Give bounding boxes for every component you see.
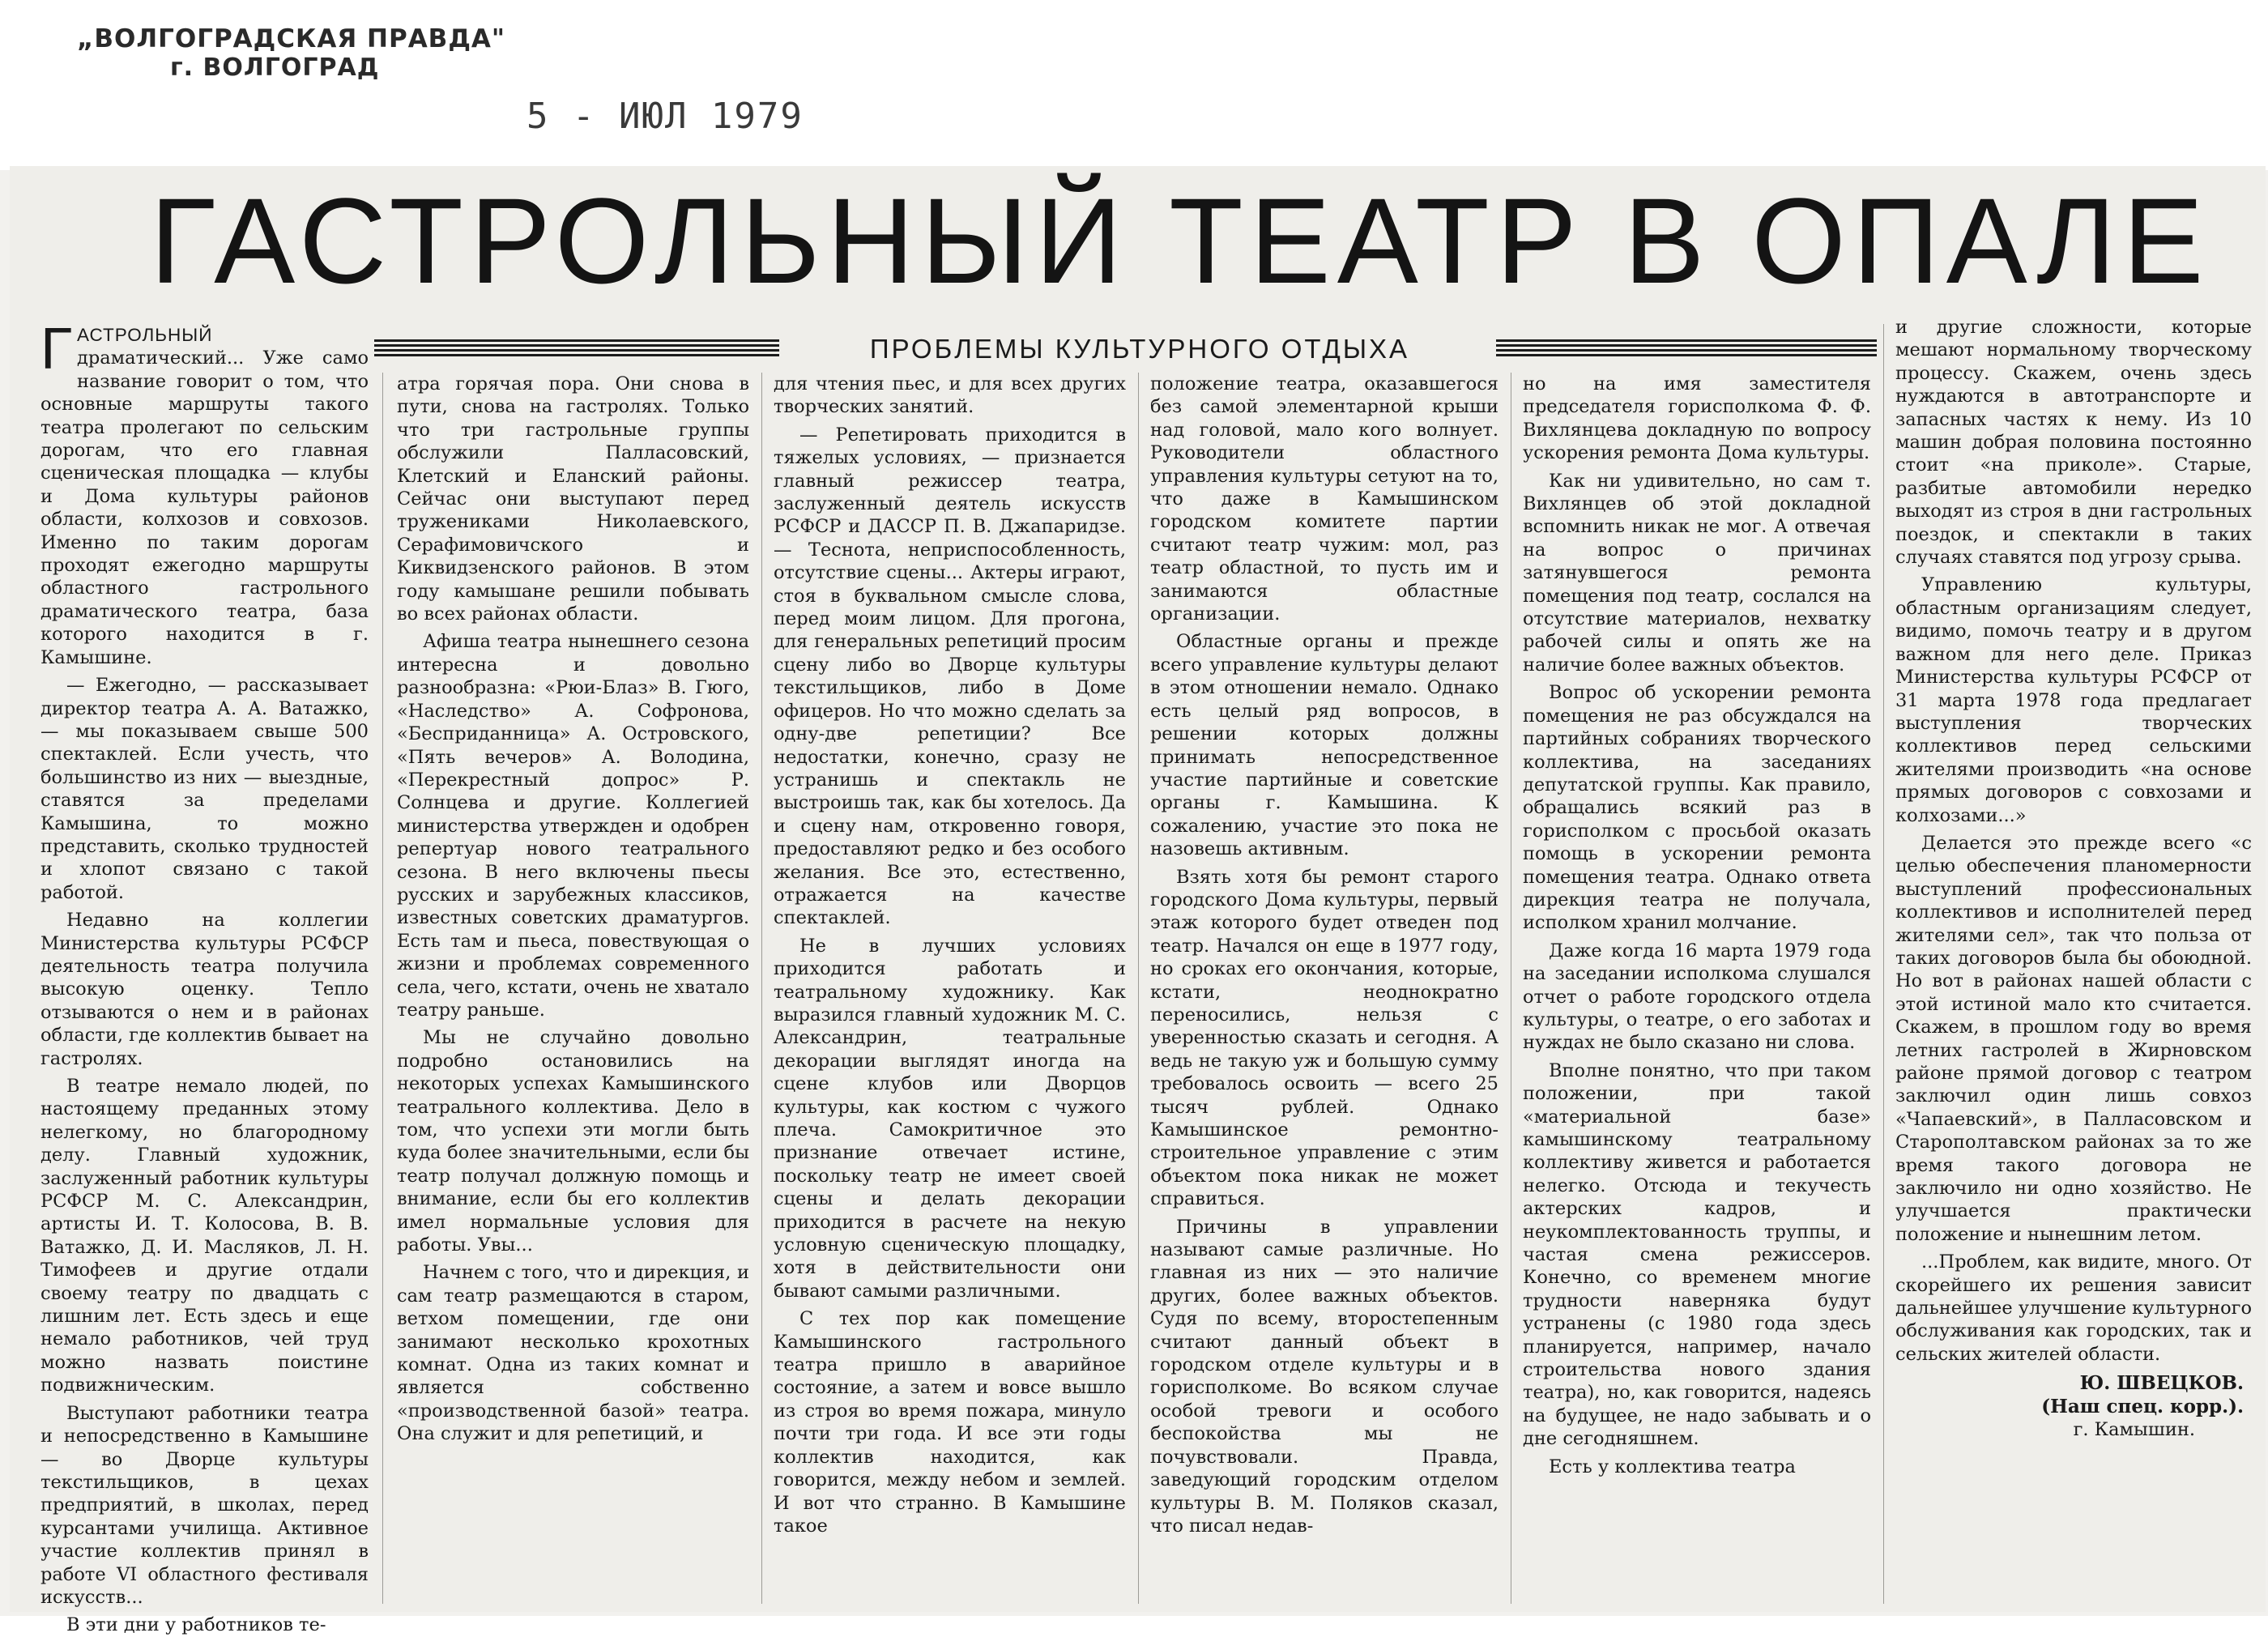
- paragraph: — Ежегодно, — рассказывает директор театра А. А. Ватажко, — мы показываем свыше 500 спектаклей. Если учесть, что большинство из них — выездные, ставятся за пределами Камышина, то можно представить, сколько трудностей и хлопот связано с такой работой.: [40, 675, 369, 903]
- paragraph: Областные органы и прежде всего управление культуры делают в этом отношении немало. Однако есть целый ряд вопросов, в решении которых должны принимать непосредственное участие партийные и советские органы г. Камышина. К сожалению, участие это пока не назовешь активным.: [1150, 631, 1498, 860]
- author-role: (Наш спец. корр.).: [2041, 1395, 2244, 1417]
- paragraph: ...Проблем, как видите, много. От скорейшего их решения зависит дальнейшее улучшение культурного обслуживания как городских, так и сельских жителей области.: [1895, 1251, 2252, 1365]
- paragraph: и другие сложности, которые мешают нормальному творческому процессу. Скажем, очень здесь нуждаются в автотранспорте и запасных частях к нему. Из 10 машин добрая половина постоянно стоит «на приколе». Старые, разбитые автомобили нередко выходят из строя в дни гастрольных поездок, и спектакли в таких случаях ставятся под угрозу срыва.: [1895, 317, 2252, 569]
- paragraph: Делается это прежде всего «с целью обеспечения планомерности выступлений профессиональных коллективов и исполнителей перед жителями сел», так что польза от таких договоров была бы обоюдной. Но вот в районах нашей области с этой истиной мало кто считается. Скажем, в прошлом году во время летних гастролей в Жирновском районе прямой договор с театром заключил один лишь совхоз «Чапаевский», в Палласовском и Старополтавском районах за то же время такого договора не заключило ни одно хозяйство. Не улучшается практически положение и нынешним летом.: [1895, 832, 2252, 1245]
- paragraph: Причины в управлении называют самые различные. Но главная из них — это наличие других, более важных объектов. Судя по всему, второстепенным считают данный объект в городском отделе культуры и в горисполкоме. Во всяком случае особой тревоги и особого беспокойства мы не почувствовали. Правда, заведующий городским отделом культуры В. М. Поляков сказал, что писал недав-: [1150, 1216, 1498, 1537]
- paragraph: Вопрос об ускорении ремонта помещения не раз обсуждался на партийных собраниях творческого коллектива, на заседаниях депутатской группы. Как правило, обращались всякий раз в горисполком с просьбой оказать помощь в ускорении ремонта помещения театра. Однако ответа дирекция театра не получала, исполком хранил молчание.: [1523, 682, 1871, 934]
- lead-paragraph: [40, 317, 369, 669]
- paragraph: Выступают работники театра и непосредственно в Камышине — во Дворце культуры текстильщиков, в цехах предприятий, в школах, перед курсантами училища. Активное участие коллектив принял в работе VI областного фестиваля искусств...: [40, 1402, 369, 1608]
- article-column-4: [1150, 373, 1498, 1608]
- dateline-place: г. Камышин.: [2073, 1419, 2195, 1441]
- rubric-rule-right: [1496, 339, 1877, 359]
- article-column-1: [40, 317, 369, 1636]
- stamp-city: г. ВОЛГОГРАД: [170, 53, 380, 82]
- date-stamp: 5 - ИЮЛ 1979: [526, 96, 804, 137]
- paragraph: Вполне понятно, что при таком положении, при такой «материальной базе» камышинскому театральному коллективу живется и работается нелегко. Отсюда и текучесть актерских кадров, и неукомплектованность труппы, и частая смена режиссеров. Конечно, со временем многие трудности наверняка будут устранены (с 1980 года здесь планируется, например, начало строительства нового здания театра), но, как говорится, надеясь на будущее, не надо забывать и о дне сегодняшнем.: [1523, 1059, 1871, 1450]
- paragraph: для чтения пьес, и для всех других творческих занятий.: [774, 373, 1126, 418]
- rubric-label: ПРОБЛЕМЫ КУЛЬТУРНОГО ОТДЫХА: [869, 334, 1410, 364]
- article-column-6: [1895, 316, 2252, 1608]
- paragraph: В театре немало людей, по настоящему преданных этому нелегкому, но благородному делу. Главный художник, заслуженный работник культуры РСФСР М. С. Александрин, артисты И. Т. Колосова, В. В. Ватажко, Д. И. Масляков, Л. Н. Тимофеев и другие отдали своему театру по двадцать с лишним лет. Есть здесь и еще немало работников, чей труд можно назвать поистине подвижническим.: [40, 1076, 369, 1396]
- paragraph: но на имя заместителя председателя горисполкома Ф. Ф. Вихлянцева докладную по вопросу ускорения ремонта Дома культуры.: [1523, 373, 1871, 464]
- paragraph: Есть у коллектива театра: [1549, 1456, 1796, 1477]
- column-divider: [382, 373, 383, 1604]
- paragraph: Афиша театра нынешнего сезона интересна и довольно разнообразна: «Рюи-Блаз» В. Гюго, «Наследство» А. Софронова, «Бесприданница» А. Островского, «Пять вечеров» А. Володина, «Перекрестный допрос» Р. Солнцева и другие. Коллегией министерства утвержден и одобрен репертуар нового театрального сезона. В него включены пьесы русских и зарубежных классиков, известных советских драматургов. Есть там и пьеса, повествующая о жизни и проблемах современного села, чего, кстати, очень не хватало театру раньше.: [397, 631, 749, 1021]
- column-divider: [1138, 373, 1139, 1604]
- paragraph: Начнем с того, что и дирекция, и сам театр размещаются в старом, ветхом помещении, где они занимают несколько крохотных комнат. Одна из таких комнат и является собственно «производственной базой» театра. Она служит и для репетиций, и: [397, 1262, 749, 1445]
- lead-word: АСТРОЛЬНЫЙ: [77, 325, 213, 345]
- article-column-2: [397, 373, 749, 1608]
- stamp-paper-name: „ВОЛГОГРАДСКАЯ ПРАВДА": [77, 24, 506, 53]
- rubric-rule-left: [374, 339, 779, 359]
- article-headline: ГАСТРОЛЬНЫЙ ТЕАТР В ОПАЛЕ: [150, 173, 2210, 309]
- article-column-3: [774, 373, 1126, 1608]
- article-column-5: [1523, 373, 1871, 1608]
- paragraph: С тех пор как помещение Камышинского гастрольного театра пришло в аварийное состояние, а затем и вовсе вышло из строя во время пожара, минуло почти три года. И все эти годы коллектив находится, как говорится, между небом и землей. И вот что странно. В Камышине такое: [774, 1308, 1126, 1537]
- paragraph: — Репетировать приходится в тяжелых условиях, — признается главный режиссер театра, заслуженный деятель искусств РСФСР и ДАССР П. В. Джапаридзе. — Теснота, неприспособленность, отсутствие сцены... Актеры играют, стоя в буквальном смысле слова, перед моим лицом. Для прогона, для генеральных репетиций просим сцену либо во Дворце культуры текстильщиков, либо в Доме офицеров. Но что можно сделать за одну-две репетиции? Все недостатки, конечно, сразу не устранишь и спектакль не выстроишь так, как бы хотелось. Да и сцену нам, откровенно говоря, предоставляют редко и без особого желания. Все это, естественно, отражается на качестве спектаклей.: [774, 424, 1126, 929]
- column-divider: [1883, 324, 1884, 1604]
- paragraph: Даже когда 16 марта 1979 года на заседании исполкома слушался отчет о работе городского отдела культуры, о театре, о его заботах и нуждах не было сказано ни слова.: [1523, 940, 1871, 1054]
- rubric-banner: [374, 332, 1877, 366]
- paragraph: Мы не случайно довольно подробно остановились на некоторых успехах Камышинского театрального коллектива. Дело в том, что успехи эти могли быть куда более значительными, если бы театр получал должную помощь и внимание, если бы его коллектив имел нормальные условия для работы. Увы...: [397, 1027, 749, 1256]
- paragraph-text: драматический... Уже само название говорит о том, что основные маршруты такого театра пролегают по сельским дорогам, что его главная сценическая площадка — клубы и Дома культуры районов области, колхозов и совхозов. Именно по таким дорогам проходят ежегодно маршруты областного гастрольного драматического театра, база которого находится в г. Камышине.: [40, 347, 369, 668]
- column-divider: [761, 373, 762, 1604]
- author-name: Ю. ШВЕЦКОВ.: [2079, 1372, 2244, 1395]
- paragraph: атра горячая пора. Они снова в пути, снова на гастролях. Только что три гастрольные группы обслужили Палласовский, Клетский и Еланский районы. Сейчас они выступают перед тружениками Николаевского, Серафимовичского и Киквидзенского районов. В этом году камышане решили побывать во всех районах области.: [397, 373, 749, 625]
- paragraph: положение театра, оказавшегося без самой элементарной крыши над головой, мало кого волнует. Руководители областного управления культуры сетуют на то, что даже в Камышинском городском комитете партии считают театр чужим: мол, раз театр областной, то пусть им и занимаются областные организации.: [1150, 373, 1498, 625]
- paragraph: В эти дни у работников те-: [66, 1614, 326, 1636]
- paragraph: Как ни удивительно, но сам т. Вихлянцев об этой докладной вспомнить никак не мог. А отвечая на вопрос о причинах затянувшегося ремонта помещения под театр, сослался на отсутствие материалов, нехватку рабочей силы и опять же на наличие более важных объектов.: [1523, 470, 1871, 676]
- paragraph: Управлению культуры, областным организациям следует, видимо, помочь театру и в другом важном для него деле. Приказ Министерства культуры РСФСР от 31 марта 1978 года предлагает выступления творческих коллективов перед сельскими жителями производить «на основе прямых договоров с совхозами и колхозами...»: [1895, 574, 2252, 826]
- drop-cap: Г: [40, 317, 72, 382]
- newspaper-stamp: [77, 24, 505, 82]
- paragraph: Взять хотя бы ремонт старого городского Дома культуры, первый этаж которого будет отведен под театр. Начался он еще в 1977 году, но сроках его окончания, которые, кстати, неоднократно переносились, нельзя с уверенностью сказать и сегодня. А ведь не такую уж и большую сумму требовалось освоить — всего 25 тысяч рублей. Однако Камышинское ремонтно-строительное управление с этим объектом пока никак не может справиться.: [1150, 866, 1498, 1210]
- paragraph: Недавно на коллегии Министерства культуры РСФСР деятельность театра получила высокую оценку. Тепло отзываются о нем и в районах области, где коллектив бывает на гастролях.: [40, 910, 369, 1069]
- paragraph: Не в лучших условиях приходится работать и театральному художнику. Как выразился главный художник М. С. Александрин, театральные декорации выглядят иногда на сцене клубов или Дворцов культуры, как костюм с чужого плеча. Самокритичное это признание отвечает истине, поскольку театр не имеет своей сцены и делать декорации приходится в расчете на некую условную сценическую площадку, хотя в действительности они бывают самыми различными.: [774, 935, 1126, 1302]
- author-signature: [1895, 1372, 2252, 1418]
